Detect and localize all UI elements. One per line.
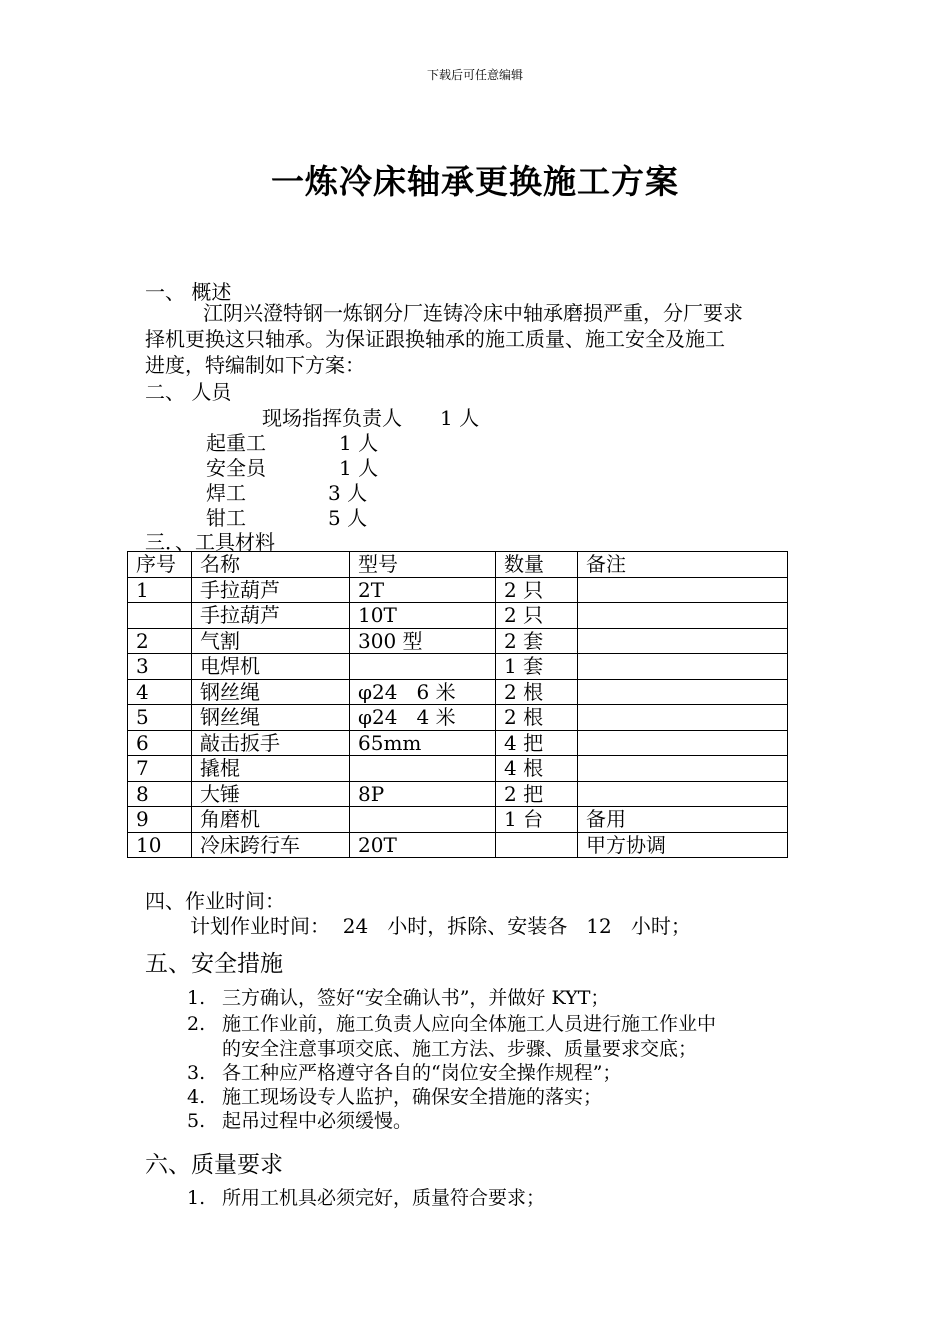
personnel-role: 起重工	[206, 431, 266, 455]
list-text: 起吊过程中必须缓慢。	[222, 1110, 413, 1132]
table-row	[128, 628, 788, 654]
cell-name: 气割	[192, 628, 350, 654]
section-4-heading: 四、作业时间：	[145, 889, 285, 913]
column-header: 备注	[578, 552, 788, 578]
cell-qty: 4 根	[496, 756, 578, 782]
personnel-count: 3 人	[328, 481, 368, 505]
cell-qty: 1 套	[496, 654, 578, 680]
personnel-role: 安全员	[206, 456, 266, 480]
cell-qty: 1 台	[496, 807, 578, 833]
section-5-heading: 五、安全措施	[145, 951, 283, 977]
cell-name: 钢丝绳	[192, 679, 350, 705]
table-row	[128, 654, 788, 680]
cell-qty: 2 根	[496, 679, 578, 705]
list-text: 的安全注意事项交底、施工方法、步骤、质量要求交底；	[222, 1038, 698, 1060]
table-row	[128, 832, 788, 858]
column-header: 名称	[192, 552, 350, 578]
cell-model: φ24 6 米	[350, 679, 496, 705]
paragraph-line: 择机更换这只轴承。为保证跟换轴承的施工质量、施工安全及施工	[145, 327, 725, 351]
cell-model	[350, 654, 496, 680]
table-row	[128, 705, 788, 731]
table-row	[128, 577, 788, 603]
cell-no: 8	[128, 781, 192, 807]
cell-name: 钢丝绳	[192, 705, 350, 731]
cell-name: 手拉葫芦	[192, 577, 350, 603]
list-text: 各工种应严格遵守各自的“岗位安全操作规程”；	[222, 1062, 622, 1084]
cell-qty: 2 把	[496, 781, 578, 807]
cell-name: 撬棍	[192, 756, 350, 782]
cell-no: 9	[128, 807, 192, 833]
cell-qty: 2 根	[496, 705, 578, 731]
cell-no: 1	[128, 577, 192, 603]
cell-note	[578, 705, 788, 731]
cell-name: 电焊机	[192, 654, 350, 680]
cell-qty: 2 只	[496, 603, 578, 629]
paragraph-line: 进度，特编制如下方案：	[145, 353, 365, 377]
cell-note	[578, 654, 788, 680]
table-header-row	[128, 552, 788, 578]
cell-model	[350, 807, 496, 833]
cell-note	[578, 577, 788, 603]
cell-note	[578, 603, 788, 629]
section-2-heading: 二、 人员	[145, 380, 232, 404]
column-header: 数量	[496, 552, 578, 578]
table-row	[128, 807, 788, 833]
section-3-heading: 三．、工具材料	[145, 530, 275, 554]
cell-no: 7	[128, 756, 192, 782]
cell-model: 20T	[350, 832, 496, 858]
cell-qty: 2 只	[496, 577, 578, 603]
cell-name: 敲击扳手	[192, 730, 350, 756]
cell-note	[578, 628, 788, 654]
list-number: 1.	[187, 987, 206, 1009]
cell-model: φ24 4 米	[350, 705, 496, 731]
cell-qty: 2 套	[496, 628, 578, 654]
cell-model: 300 型	[350, 628, 496, 654]
column-header: 序号	[128, 552, 192, 578]
list-number: 5.	[187, 1110, 206, 1132]
personnel-role: 焊工	[206, 481, 246, 505]
list-text: 施工现场设专人监护，确保安全措施的落实；	[222, 1086, 603, 1108]
cell-name: 手拉葫芦	[192, 603, 350, 629]
list-text: 三方确认，签好“安全确认书”，并做好 KYT；	[222, 987, 610, 1009]
cell-note	[578, 781, 788, 807]
cell-no: 3	[128, 654, 192, 680]
personnel-role: 现场指挥负责人	[262, 406, 402, 430]
cell-name: 冷床跨行车	[192, 832, 350, 858]
list-number: 3.	[187, 1062, 206, 1084]
personnel-count: 1 人	[339, 456, 379, 480]
cell-name: 大锤	[192, 781, 350, 807]
work-time-text: 计划作业时间： 24 小时，拆除、安装各 12 小时；	[190, 914, 691, 938]
list-number: 4.	[187, 1086, 206, 1108]
list-text: 所用工机具必须完好，质量符合要求；	[222, 1187, 546, 1209]
cell-qty: 4 把	[496, 730, 578, 756]
cell-no: 10	[128, 832, 192, 858]
table-row	[128, 730, 788, 756]
cell-note	[578, 756, 788, 782]
section-6-heading: 六、质量要求	[145, 1152, 283, 1178]
document-title: 一炼冷床轴承更换施工方案	[271, 162, 679, 201]
cell-no: 2	[128, 628, 192, 654]
cell-qty	[496, 832, 578, 858]
personnel-count: 1 人	[339, 431, 379, 455]
cell-model: 65mm	[350, 730, 496, 756]
column-header: 型号	[350, 552, 496, 578]
personnel-count: 5 人	[328, 506, 368, 530]
list-number: 2.	[187, 1013, 206, 1035]
cell-note	[578, 730, 788, 756]
cell-model: 8P	[350, 781, 496, 807]
table-row	[128, 781, 788, 807]
personnel-row	[262, 402, 480, 431]
section-1-heading: 一、 概述	[145, 280, 232, 304]
table-row	[128, 756, 788, 782]
cell-note: 甲方协调	[578, 832, 788, 858]
cell-name: 角磨机	[192, 807, 350, 833]
personnel-role: 钳工	[206, 506, 246, 530]
cell-model: 2T	[350, 577, 496, 603]
cell-no	[128, 603, 192, 629]
list-text: 施工作业前，施工负责人应向全体施工人员进行施工作业中	[222, 1013, 717, 1035]
cell-model	[350, 756, 496, 782]
tools-table	[127, 551, 788, 858]
table-row	[128, 603, 788, 629]
paragraph-line: 江阴兴澄特钢一炼钢分厂连铸冷床中轴承磨损严重，分厂要求	[203, 301, 743, 325]
cell-no: 6	[128, 730, 192, 756]
cell-model: 10T	[350, 603, 496, 629]
page-header: 下载后可任意编辑	[426, 68, 523, 82]
cell-note	[578, 679, 788, 705]
table-row	[128, 679, 788, 705]
section-1-paragraph	[145, 300, 809, 378]
cell-note: 备用	[578, 807, 788, 833]
cell-no: 5	[128, 705, 192, 731]
cell-no: 4	[128, 679, 192, 705]
personnel-count: 1 人	[440, 406, 480, 430]
list-number: 1.	[187, 1187, 206, 1209]
